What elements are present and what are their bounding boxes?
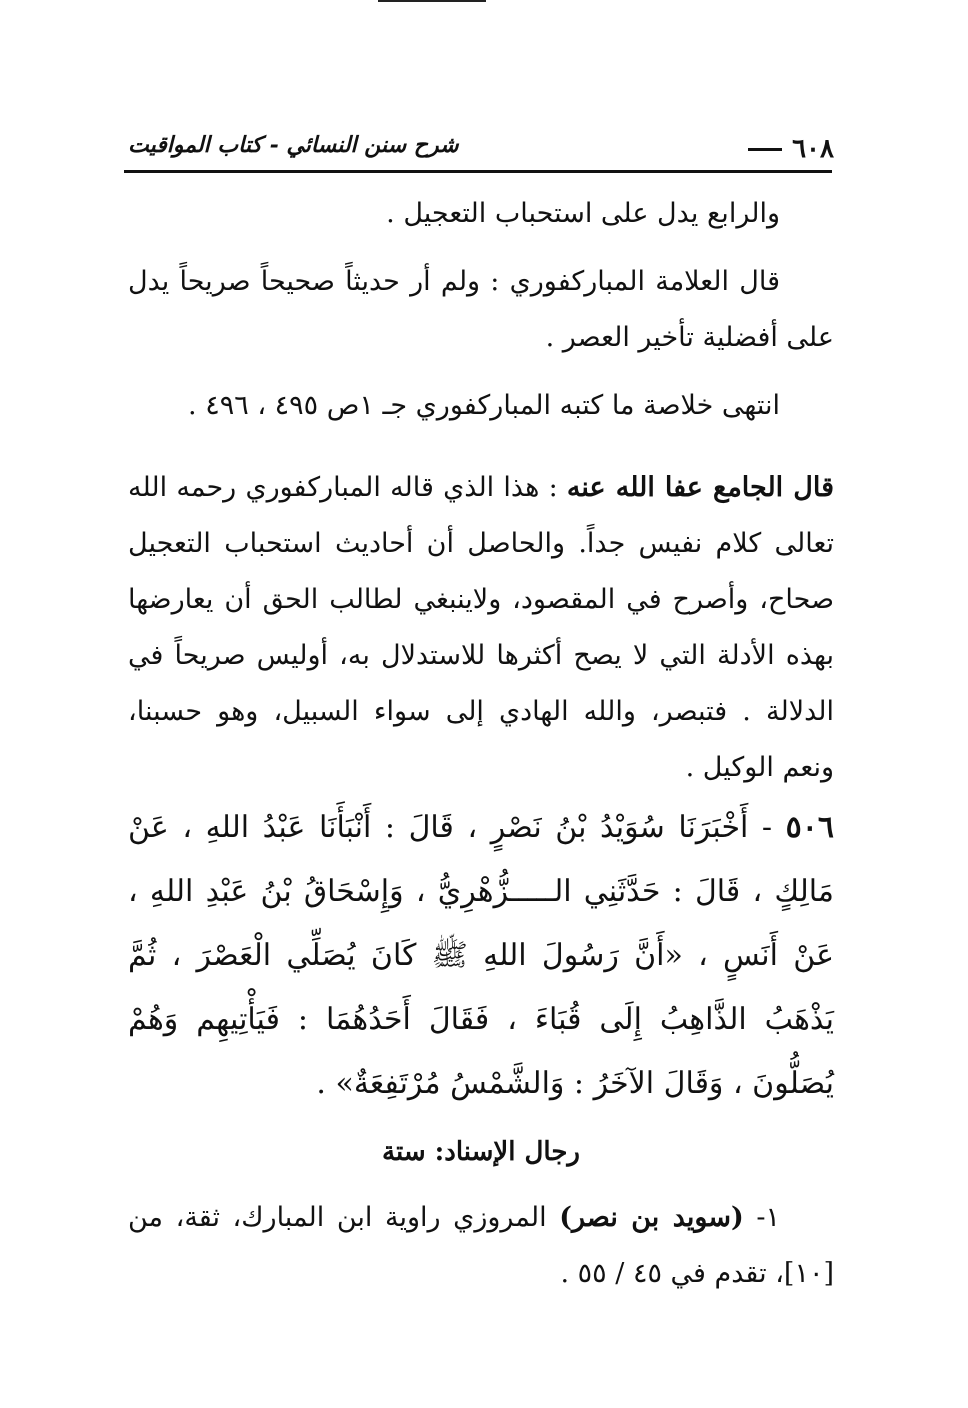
paragraph-2: قال العلامة المباركفوري : ولم أر حديثاً صحيحاً صريحاً يدل على أفضلية تأخير العصر . — [128, 266, 834, 353]
hadith-506 — [128, 796, 834, 1116]
section-title: رجال الإسناد: ستة — [382, 1137, 580, 1167]
page-body — [128, 186, 834, 1302]
running-title: شرح سنن النسائي - كتاب المواقيت — [128, 132, 459, 158]
page-number — [748, 134, 834, 164]
narrator-1-number: ١- — [756, 1202, 780, 1233]
narrator-1 — [128, 1190, 834, 1302]
hadith-text: - أَخْبَرَنَا سُوَيْدُ بْنُ نَصْرٍ ، قَالَ : أَنْبَأَنَا عَبْدُ اللهِ ، عَنْ مَالِكٍ ، قَالَ : حَدَّثَنِي الـــــزُّهْرِيُّ ، وَإِسْحَاقُ بْنُ عَبْدِ اللهِ ، عَنْ أَنَسٍ ، «أَنَّ رَسُولَ اللهِ ﷺ كَانَ يُصَلِّي الْعَصْرَ ، ثُمَّ يَذْهَبُ الذَّاهِبُ إِلَى قُبَاءَ ، فَقَالَ أَحَدُهُمَا : فَيَأْتِيهِم وَهُمْ يُصَلُّونَ ، وَقَالَ الآخَرُ : وَالشَّمْسُ مُرْتَفِعَةٌ» . — [128, 810, 834, 1101]
hadith-number: ٥٠٦ — [785, 810, 834, 845]
narrator-1-name: (سويد بن نصر) — [559, 1202, 744, 1233]
paragraph-3: انتهى خلاصة ما كتبه المباركفوري جـ ١ص ٤٩٥ ، ٤٩٦ . — [188, 390, 780, 421]
paragraph-4-lead: قال الجامع عفا الله عنه — [566, 472, 834, 503]
paragraph-4 — [128, 460, 834, 796]
narrator-1-text: المروزي راوية ابن المبارك، ثقة، من [١٠]، تقدم في ٤٥ / ٥٥ . — [128, 1202, 834, 1289]
page-header — [128, 130, 834, 172]
page-number-dash — [748, 148, 782, 151]
paragraph-1: والرابع يدل على استحباب التعجيل . — [386, 198, 780, 229]
header-rule — [124, 170, 832, 173]
page-number-text: ٦٠٨ — [792, 134, 834, 164]
paragraph-4-rest: : هذا الذي قاله المباركفوري رحمه الله تعالى كلام نفيس جداً. والحاصل أن أحاديث استحباب التعجيل صحاح، وأصرح في المقصود، ولاينبغي لطالب الحق أن يعارضها بهذه الأدلة التي لا يصح أكثرها للاستدلال به، أوليس صريحاً في الدلالة . فتبصر، والله الهادي إلى سواء السبيل، وهو حسبنا، ونعم الوكيل . — [128, 472, 834, 783]
top-edge-line — [378, 0, 486, 2]
